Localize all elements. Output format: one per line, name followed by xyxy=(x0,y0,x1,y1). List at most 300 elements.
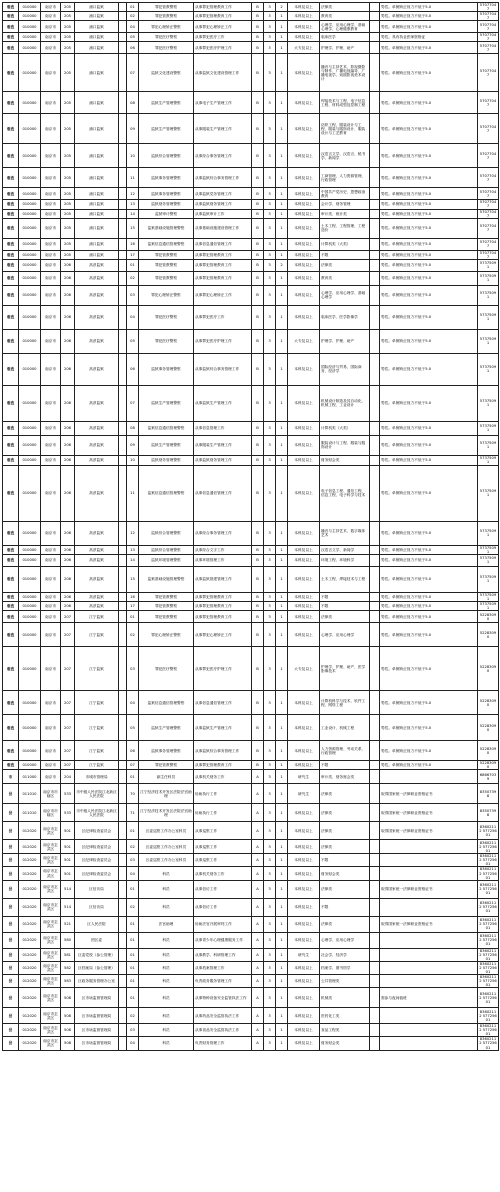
position-name-cell: 监狱生产管理警察 xyxy=(139,114,194,144)
dept-code-cell: 206 xyxy=(61,271,75,285)
dept-code-cell: 206 xyxy=(61,353,75,385)
blank-cell xyxy=(119,602,127,611)
count-cell: 1 xyxy=(276,353,288,385)
position-name-cell: 科员 xyxy=(139,988,194,1008)
ratio-cell: 3 xyxy=(264,250,276,259)
remark-cell: 男性。单侧矫正视力不低于5.0 xyxy=(380,647,478,691)
phone-cell: 57077047 xyxy=(478,218,499,238)
duty-cell: 从事监狱党务管理工作 xyxy=(194,188,252,200)
category-cell: B xyxy=(252,200,264,209)
dept-name-cell: 浦口监狱 xyxy=(75,3,119,12)
degree-cell xyxy=(370,285,380,305)
count-cell: 1 xyxy=(276,854,288,867)
duty-cell: 从事罪犯医疗护理工作 xyxy=(194,329,252,353)
dept-code-cell: 205 xyxy=(61,144,75,168)
blank-cell xyxy=(119,144,127,168)
dept-name-cell: 区档案局（参公管理） xyxy=(75,961,119,974)
duty-cell: 从事食品安全监管执法工作 xyxy=(194,1024,252,1037)
table-row xyxy=(3,988,499,1008)
count-cell: 1 xyxy=(276,285,288,305)
position-code-cell: 13 xyxy=(127,200,139,209)
duty-cell: 从事药品安全监管执法工作 xyxy=(194,1008,252,1024)
level-cell: 县 xyxy=(3,916,19,932)
code-cell: 012020 xyxy=(19,840,41,854)
dept-name-cell: 浦口监狱 xyxy=(75,21,119,33)
position-code-cell: 02 xyxy=(127,12,139,21)
position-name-cell: 法官助理 xyxy=(139,916,194,932)
education-cell: 研究生 xyxy=(288,770,320,784)
duty-cell: 协助法官开展审判工作 xyxy=(194,916,252,932)
remark-cell: 男性。单侧矫正视力不低于5.0 xyxy=(380,623,478,647)
degree-cell xyxy=(370,259,380,271)
ratio-cell: 3 xyxy=(264,54,276,92)
category-cell: B xyxy=(252,3,264,12)
code-cell: 010000 xyxy=(19,144,41,168)
degree-cell xyxy=(370,521,380,545)
table-row xyxy=(3,741,499,761)
region-cell: 南京市 xyxy=(41,218,61,238)
position-code-cell: 01 xyxy=(127,880,139,898)
phone-cell: 83602112 57725601 xyxy=(479,854,497,867)
dept-code-cell: 206 xyxy=(61,602,75,611)
education-cell: 本科及以上 xyxy=(288,168,320,188)
code-cell: 012020 xyxy=(19,932,41,948)
remark-cell xyxy=(380,1008,478,1024)
blank-cell xyxy=(119,168,127,188)
category-cell: A xyxy=(252,948,264,961)
ratio-cell: 3 xyxy=(264,238,276,250)
region-cell: 南京市市辖区 xyxy=(41,784,61,804)
blank-cell xyxy=(119,42,127,54)
position-code-cell: 05 xyxy=(127,33,139,42)
dept-code-cell: 206 xyxy=(61,305,75,329)
duty-cell: 协助执行工作 xyxy=(194,804,252,822)
count-cell: 1 xyxy=(276,554,288,566)
major-cell: 临床医学 xyxy=(320,33,370,42)
blank-cell xyxy=(119,804,127,822)
code-cell: 010000 xyxy=(19,42,41,54)
dept-code-cell: 206 xyxy=(61,259,75,271)
major-cell: 电子信息工程、通信工程、信息工程、电子科学与技术 xyxy=(320,465,370,521)
dept-name-cell: 区市场监督管理局 xyxy=(75,1008,119,1024)
level-cell: 垂直 xyxy=(3,250,19,259)
blank-cell xyxy=(119,948,127,961)
education-cell: 本科及以上 xyxy=(288,932,320,948)
remark-cell: 男性。单侧矫正视力不低于5.0 xyxy=(380,715,478,741)
dept-name-cell: 市城市管理局 xyxy=(75,770,119,784)
position-code-cell: 02 xyxy=(127,840,139,854)
remark-cell: 男性。具有执业医师资格证 xyxy=(380,33,478,42)
degree-cell xyxy=(370,770,380,784)
category-cell: B xyxy=(252,592,264,601)
dept-name-cell: 浦口监狱 xyxy=(75,114,119,144)
education-cell: 本科及以上 xyxy=(288,114,320,144)
major-cell: 法律类 xyxy=(320,916,370,932)
region-cell: 南京市玄武区 xyxy=(41,988,61,1008)
remark-cell xyxy=(380,840,478,854)
major-cell: 环境工程、环境科学 xyxy=(320,554,370,566)
phone-cell: 68667039 xyxy=(478,770,499,784)
degree-cell xyxy=(370,880,380,898)
code-cell: 010000 xyxy=(19,238,41,250)
degree-cell xyxy=(370,988,380,1008)
ratio-cell: 3 xyxy=(264,455,276,465)
category-cell: A xyxy=(252,840,264,854)
duty-cell: 从事罪犯管理教育工作 xyxy=(194,611,252,623)
level-cell: 县 xyxy=(3,1024,19,1037)
phone-cell: 83602112 57725601 xyxy=(479,1009,497,1022)
remark-cell: 男性。单侧矫正视力不低于5.0 xyxy=(380,3,478,12)
remark-cell: 取得国家统一法律职业资格证书 xyxy=(380,804,478,822)
blank-cell xyxy=(119,329,127,353)
phone-cell: 57077047 xyxy=(478,42,499,54)
position-code-cell: 07 xyxy=(127,385,139,421)
level-cell: 垂直 xyxy=(3,465,19,521)
duty-cell: 从事监狱综合事务管理工作 xyxy=(194,741,252,761)
dept-name-cell: 浦口监狱 xyxy=(75,218,119,238)
dept-name-cell: 浦口监狱 xyxy=(75,238,119,250)
table-row xyxy=(3,611,499,623)
position-name-cell: 监狱基础设施管理警察 xyxy=(139,566,194,592)
remark-cell: 男性。单侧矫正视力不低于5.0 xyxy=(380,144,478,168)
count-cell: 1 xyxy=(276,741,288,761)
ratio-cell: 3 xyxy=(264,602,276,611)
dept-name-cell: 江宁监狱 xyxy=(75,741,119,761)
phone-cell: 57077047 xyxy=(478,33,499,42)
code-cell: 010000 xyxy=(19,465,41,521)
dept-name-cell: 高淳监狱 xyxy=(75,521,119,545)
ratio-cell: 3 xyxy=(264,168,276,188)
dept-code-cell: 207 xyxy=(61,623,75,647)
category-cell: B xyxy=(252,715,264,741)
position-name-cell: 监狱事务管理警察 xyxy=(139,353,194,385)
duty-cell: 从事罪犯心理矫正工作 xyxy=(194,21,252,33)
dept-code-cell: 581 xyxy=(61,948,75,961)
position-code-cell: 01 xyxy=(127,3,139,12)
major-cell: 财务财会类 xyxy=(320,867,370,880)
ratio-cell: 3 xyxy=(264,12,276,21)
level-cell: 县 xyxy=(3,975,19,988)
blank-cell xyxy=(119,259,127,271)
region-cell: 南京市玄武区 xyxy=(41,1024,61,1037)
position-code-cell: 07 xyxy=(127,761,139,770)
phone-cell: 83602112 57725601 xyxy=(478,988,499,1008)
table-row xyxy=(3,54,499,92)
position-name-cell: 罪犯医疗警察 xyxy=(139,33,194,42)
blank-cell xyxy=(119,209,127,218)
remark-cell: 男性。单侧矫正视力不低于5.0 xyxy=(380,545,478,554)
major-cell: 中国共产党历史、思想政治教育 xyxy=(320,188,370,200)
phone-cell: 57375091 xyxy=(478,305,499,329)
major-cell: 护理学、护理、助产 xyxy=(320,42,370,54)
level-cell: 垂直 xyxy=(3,602,19,611)
blank-cell xyxy=(119,200,127,209)
remark-cell xyxy=(380,1037,478,1050)
phone-cell: 52283090 xyxy=(478,741,499,761)
code-cell: 012020 xyxy=(19,975,41,988)
duty-cell: 从事监狱审计工作 xyxy=(194,209,252,218)
level-cell: 县 xyxy=(3,822,19,840)
ratio-cell: 3 xyxy=(264,804,276,822)
blank-cell xyxy=(119,822,127,840)
education-cell: 本科及以上 xyxy=(288,554,320,566)
dept-code-cell: 205 xyxy=(61,200,75,209)
degree-cell xyxy=(370,200,380,209)
count-cell: 1 xyxy=(276,975,288,988)
phone-cell: 52283090 xyxy=(478,647,499,691)
position-name-cell: 监狱综合管理警察 xyxy=(139,144,194,168)
code-cell: 010000 xyxy=(19,3,41,12)
ratio-cell: 3 xyxy=(264,465,276,521)
table-row xyxy=(3,554,499,566)
duty-cell: 从事罪犯医疗工作 xyxy=(194,33,252,42)
code-cell: 012020 xyxy=(19,1008,41,1024)
major-cell: 不限 xyxy=(320,592,370,601)
dept-name-cell: 高淳监狱 xyxy=(75,435,119,455)
education-cell: 研究生 xyxy=(288,948,320,961)
region-cell: 南京市玄武区 xyxy=(41,840,61,854)
blank-cell xyxy=(119,1037,127,1050)
dept-name-cell: 区纪律检查委员会 xyxy=(75,867,119,880)
count-cell: 1 xyxy=(276,898,288,916)
blank-cell xyxy=(119,455,127,465)
count-cell: 1 xyxy=(276,455,288,465)
dept-name-cell: 高淳监狱 xyxy=(75,592,119,601)
count-cell: 1 xyxy=(276,611,288,623)
phone-cell: 57375091 xyxy=(478,602,499,611)
dept-name-cell: 区信访局 xyxy=(75,880,119,898)
table-row xyxy=(3,566,499,592)
degree-cell xyxy=(370,353,380,385)
level-cell: 县 xyxy=(3,840,19,854)
dept-name-cell: 高淳监狱 xyxy=(75,353,119,385)
code-cell: 010000 xyxy=(19,602,41,611)
position-code-cell: 06 xyxy=(127,42,139,54)
category-cell: B xyxy=(252,218,264,238)
blank-cell xyxy=(119,784,127,804)
ratio-cell: 3 xyxy=(264,592,276,601)
degree-cell xyxy=(370,1008,380,1024)
phone-cell: 52283090 xyxy=(478,715,499,741)
position-code-cell: 14 xyxy=(127,209,139,218)
ratio-cell: 3 xyxy=(264,647,276,691)
table-row xyxy=(3,209,499,218)
blank-cell xyxy=(119,770,127,784)
category-cell: A xyxy=(252,1024,264,1037)
region-cell: 南京市 xyxy=(41,623,61,647)
degree-cell xyxy=(370,948,380,961)
major-cell: 审计类、统计类 xyxy=(320,209,370,218)
region-cell: 南京市 xyxy=(41,611,61,623)
duty-cell: 从事信息通信管理工作 xyxy=(194,691,252,715)
code-cell: 010000 xyxy=(19,271,41,285)
level-cell: 垂直 xyxy=(3,611,19,623)
phone-cell: 57375091 xyxy=(478,521,499,545)
table-row xyxy=(3,465,499,521)
blank-cell xyxy=(119,1008,127,1024)
category-cell: A xyxy=(252,867,264,880)
duty-cell: 从事服装生产管理工作 xyxy=(194,114,252,144)
region-cell: 南京市 xyxy=(41,602,61,611)
position-name-cell: 区委巡察工作办公室科员 xyxy=(139,840,194,854)
position-name-cell: 罪犯心理矫正警察 xyxy=(139,623,194,647)
degree-cell xyxy=(370,33,380,42)
education-cell: 本科及以上 xyxy=(288,33,320,42)
education-cell: 研究生 xyxy=(288,784,320,804)
major-cell: 人力资源管理、劳动关系、行政管理 xyxy=(320,741,370,761)
count-cell: 1 xyxy=(276,961,288,974)
count-cell: 1 xyxy=(276,305,288,329)
duty-cell: 从事罪犯医疗护理工作 xyxy=(194,647,252,691)
code-cell: 010000 xyxy=(19,250,41,259)
degree-cell xyxy=(370,916,380,932)
dept-code-cell: 205 xyxy=(61,92,75,114)
duty-cell: 从事监狱综合事务管理工作 xyxy=(194,168,252,188)
phone-cell: 83602112 57725601 xyxy=(479,840,497,853)
table-row xyxy=(3,421,499,435)
level-cell: 垂直 xyxy=(3,691,19,715)
position-name-cell: 监狱信息通信管理警察 xyxy=(139,421,194,435)
dept-name-cell: 区委党校（参公管理） xyxy=(75,948,119,961)
dept-code-cell: 501 xyxy=(61,867,75,880)
position-code-cell: 12 xyxy=(127,521,139,545)
phone-cell: 83602112 57725601 xyxy=(479,948,497,961)
position-name-cell: 监狱事务管理警察 xyxy=(139,188,194,200)
position-code-cell: 71 xyxy=(127,804,139,822)
category-cell: B xyxy=(252,623,264,647)
ratio-cell: 3 xyxy=(264,305,276,329)
region-cell: 南京市玄武区 xyxy=(41,948,61,961)
code-cell: 010000 xyxy=(19,305,41,329)
position-name-cell: 罪犯医疗警察 xyxy=(139,42,194,54)
region-cell: 南京市市辖区 xyxy=(41,804,61,822)
category-cell: B xyxy=(252,21,264,33)
region-cell: 南京市玄武区 xyxy=(41,1008,61,1024)
phone-cell: 57375091 xyxy=(478,545,499,554)
ratio-cell: 3 xyxy=(264,822,276,840)
category-cell: A xyxy=(252,784,264,804)
count-cell: 1 xyxy=(276,238,288,250)
count-cell: 1 xyxy=(276,867,288,880)
position-code-cell: 10 xyxy=(127,455,139,465)
blank-cell xyxy=(119,840,127,854)
code-cell: 010000 xyxy=(19,218,41,238)
ratio-cell: 3 xyxy=(264,271,276,285)
education-cell: 本科及以上 xyxy=(288,521,320,545)
phone-cell: 57077047 xyxy=(478,238,499,250)
code-cell: 011000 xyxy=(19,770,41,784)
ratio-cell: 3 xyxy=(264,33,276,42)
region-cell: 南京市 xyxy=(41,592,61,601)
blank-cell xyxy=(119,867,127,880)
category-cell: A xyxy=(252,770,264,784)
blank-cell xyxy=(119,435,127,455)
education-cell: 本科及以上 xyxy=(288,218,320,238)
count-cell: 1 xyxy=(276,188,288,200)
level-cell: 县 xyxy=(3,1008,19,1024)
position-name-cell: 罪犯医疗警察 xyxy=(139,305,194,329)
duty-cell: 负责财务管理工作 xyxy=(194,1037,252,1050)
position-code-cell: 11 xyxy=(127,168,139,188)
level-cell: 县 xyxy=(3,932,19,948)
remark-cell: 男性。单侧矫正视力不低于5.0 xyxy=(380,188,478,200)
category-cell: B xyxy=(252,554,264,566)
degree-cell xyxy=(370,3,380,12)
position-name-cell: 罪犯管教警察 xyxy=(139,592,194,601)
degree-cell xyxy=(370,867,380,880)
position-name-cell: 监狱信息通信管理警察 xyxy=(139,465,194,521)
code-cell: 010000 xyxy=(19,421,41,435)
category-cell: A xyxy=(252,961,264,974)
ratio-cell: 3 xyxy=(264,188,276,200)
major-cell: 法律类 xyxy=(320,784,370,804)
category-cell: B xyxy=(252,545,264,554)
major-cell: 纺织工程、服装设计与工程、服装与服饰设计、服装设计与工艺教育 xyxy=(320,114,370,144)
dept-name-cell: 区纪律检查委员会 xyxy=(75,840,119,854)
table-row xyxy=(3,961,499,974)
region-cell: 南京市 xyxy=(41,144,61,168)
ratio-cell: 3 xyxy=(264,435,276,455)
position-code-cell: 16 xyxy=(127,238,139,250)
count-cell: 1 xyxy=(276,988,288,1008)
position-code-cell: 02 xyxy=(127,271,139,285)
region-cell: 南京市 xyxy=(41,455,61,465)
major-cell: 食品工程类 xyxy=(320,1024,370,1037)
education-cell: 本科及以上 xyxy=(288,209,320,218)
major-cell: 汉语言文学、新闻学 xyxy=(320,545,370,554)
category-cell: A xyxy=(252,1037,264,1050)
degree-cell xyxy=(370,1037,380,1050)
dept-name-cell: 浦口监狱 xyxy=(75,188,119,200)
major-cell: 国际经济与贸易、国际商务、经济学 xyxy=(320,353,370,385)
blank-cell xyxy=(119,1024,127,1037)
count-cell: 1 xyxy=(276,545,288,554)
count-cell: 1 xyxy=(276,623,288,647)
region-cell: 南京市玄武区 xyxy=(41,880,61,898)
remark-cell xyxy=(380,932,478,948)
position-code-cell: 16 xyxy=(127,592,139,601)
code-cell: 010000 xyxy=(19,259,41,271)
table-row xyxy=(3,144,499,168)
region-cell: 南京市 xyxy=(41,200,61,209)
dept-code-cell: 501 xyxy=(61,822,75,840)
remark-cell xyxy=(380,770,478,784)
position-name-cell: 罪犯医疗警察 xyxy=(139,329,194,353)
level-cell: 县 xyxy=(3,784,19,804)
ratio-cell: 3 xyxy=(264,218,276,238)
count-cell: 1 xyxy=(276,42,288,54)
major-cell: 工商管理、人力资源管理、行政管理 xyxy=(320,168,370,188)
major-cell: 心理学、应用心理学、基础心理学、心理健康教育 xyxy=(320,21,370,33)
remark-cell: 男性。单侧矫正视力不低于5.0 xyxy=(380,761,478,770)
major-cell: 公共管理类 xyxy=(320,975,370,988)
dept-name-cell: 江宁监狱 xyxy=(75,647,119,691)
blank-cell xyxy=(119,250,127,259)
remark-cell: 男性。单侧矫正视力不低于5.0 xyxy=(380,465,478,521)
degree-cell xyxy=(370,761,380,770)
education-cell: 本科及以上 xyxy=(288,305,320,329)
degree-cell xyxy=(370,435,380,455)
level-cell: 垂直 xyxy=(3,623,19,647)
position-code-cell: 04 xyxy=(127,691,139,715)
code-cell: 010000 xyxy=(19,761,41,770)
blank-cell xyxy=(119,647,127,691)
level-cell: 市 xyxy=(3,770,19,784)
remark-cell: 男性。单侧矫正视力不低于5.0 xyxy=(380,238,478,250)
category-cell: B xyxy=(252,455,264,465)
code-cell: 012020 xyxy=(19,961,41,974)
blank-cell xyxy=(119,916,127,932)
